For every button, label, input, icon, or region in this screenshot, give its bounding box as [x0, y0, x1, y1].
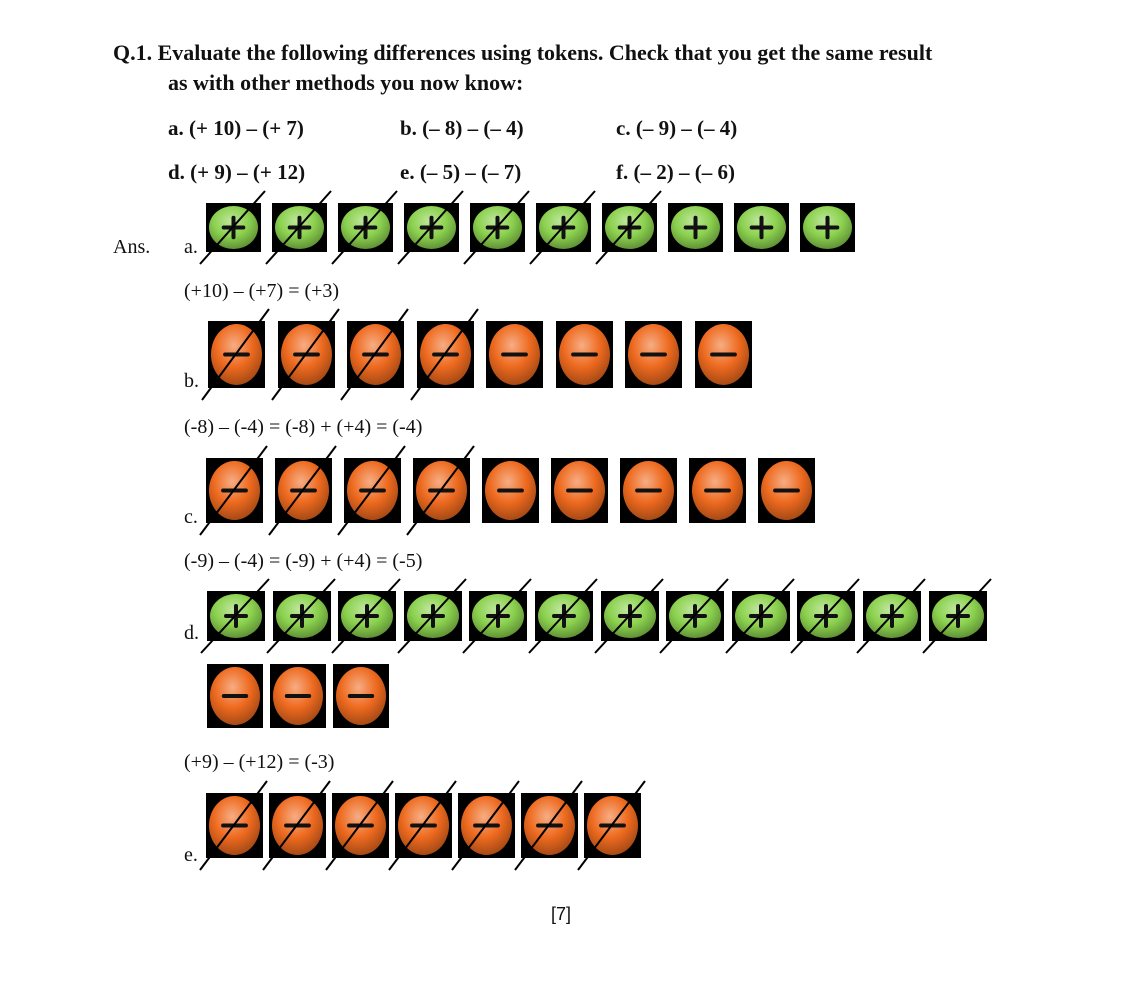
- problem-f: f. (– 2) – (– 6): [616, 160, 735, 184]
- negative-token: [744, 444, 829, 537]
- part-a-letter: a.: [184, 236, 198, 258]
- problem-c: c. (– 9) – (– 4): [616, 116, 738, 140]
- problem-d: d. (+ 9) – (+ 12): [168, 160, 306, 184]
- negative-token-crossed: [570, 779, 655, 872]
- part-e-letter: e.: [184, 844, 198, 866]
- part-b-equation: (-8) – (-4) = (-8) + (+4) = (-4): [184, 416, 423, 438]
- part-b-letter: b.: [184, 370, 199, 392]
- negative-token: [319, 650, 403, 742]
- problem-a: a. (+ 10) – (+ 7): [168, 116, 304, 140]
- part-d-equation: (+9) – (+12) = (-3): [184, 751, 335, 773]
- negative-token: [681, 307, 766, 402]
- question-title-line-2: as with other methods you now know:: [168, 70, 524, 95]
- problem-b: b. (– 8) – (– 4): [400, 116, 524, 140]
- positive-token-crossed: [915, 577, 1001, 655]
- question-title-line-1: Q.1. Evaluate the following differences using tokens. Check that you get the same result: [113, 40, 933, 65]
- answer-label: Ans.: [113, 236, 151, 258]
- part-a-equation: (+10) – (+7) = (+3): [184, 280, 340, 302]
- part-c-equation: (-9) – (-4) = (-9) + (+4) = (-5): [184, 550, 423, 572]
- part-c-letter: c.: [184, 506, 198, 528]
- problem-e: e. (– 5) – (– 7): [400, 160, 522, 184]
- positive-token: [786, 189, 869, 266]
- part-d-letter: d.: [184, 622, 199, 644]
- page-number: [7]: [551, 904, 572, 924]
